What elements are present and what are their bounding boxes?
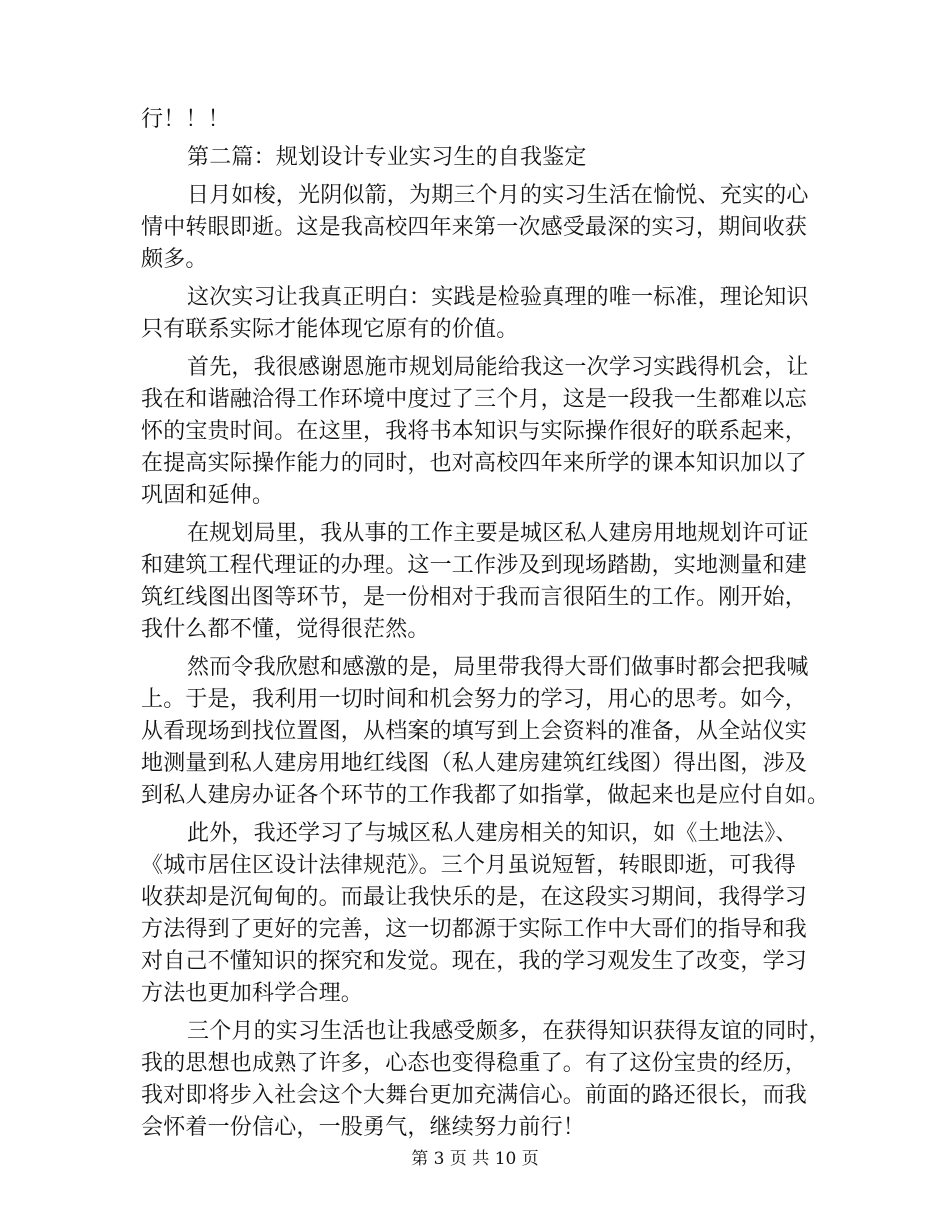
- text-line: 然而令我欣慰和感激的是，局里带我得大哥们做事时都会把我喊: [187, 655, 809, 680]
- text-line: 在规划局里，我从事的工作主要是城区私人建房用地规划许可证: [187, 521, 809, 546]
- text-line: 我对即将步入社会这个大舞台更加充满信心。前面的路还很长，而我: [141, 1083, 808, 1108]
- text-line: 情中转眼即逝。这是我高校四年来第一次感受最深的实习，期间收获: [141, 215, 808, 240]
- text-line: 收获却是沉甸甸的。而最让我快乐的是，在这段实习期间，我得学习: [141, 885, 808, 910]
- text-line: 从看现场到找位置图，从档案的填写到上会资料的准备，从全站仪实: [141, 719, 808, 744]
- text-line: 此外，我还学习了与城区私人建房相关的知识，如《土地法》、: [187, 821, 798, 846]
- text-line: 对自己不懂知识的探究和发觉。现在，我的学习观发生了改变，学习: [141, 949, 808, 974]
- paragraph: [141, 518, 809, 646]
- text-line: 行！！！: [141, 107, 230, 132]
- text-line: 日月如梭，光阴似箭，为期三个月的实习生活在愉悦、充实的心: [187, 183, 809, 208]
- text-line: 我在和谐融洽得工作环境中度过了三个月，这是一段我一生都难以忘: [141, 387, 808, 412]
- text-line: 地测量到私人建房用地红线图（私人建房建筑红线图）得出图，涉及: [141, 751, 808, 776]
- text-line: 颇多。: [141, 247, 208, 272]
- text-line: 首先，我很感谢恩施市规划局能给我这一次学习实践得机会，让: [187, 355, 809, 380]
- paragraph: [141, 652, 830, 812]
- text-line: 筑红线图出图等环节，是一份相对于我而言很陌生的工作。刚开始，: [141, 585, 808, 610]
- text-line: 会怀着一份信心，一股勇气，继续努力前行！: [141, 1115, 586, 1140]
- text-line: 《城市居住区设计法律规范》。三个月虽说短暂，转眼即逝，可我得: [141, 853, 797, 878]
- text-line: 方法得到了更好的完善，这一切都源于实际工作中大哥们的指导和我: [141, 917, 808, 942]
- text-line: 巩固和延伸。: [141, 483, 275, 508]
- text-line: 我的思想也成熟了许多，心态也变得稳重了。有了这份宝贵的经历，: [141, 1051, 808, 1076]
- text-line: 在提高实际操作能力的同时，也对高校四年来所学的课本知识加以了: [141, 451, 808, 476]
- paragraph: [141, 352, 809, 512]
- text-line: 这次实习让我真正明白：实践是检验真理的唯一标准，理论知识: [187, 285, 809, 310]
- text-line: 三个月的实习生活也让我感受颇多，在获得知识获得友谊的同时，: [187, 1019, 831, 1044]
- text-line: 怀的宝贵时间。在这里，我将书本知识与实际操作很好的联系起来，: [141, 419, 808, 444]
- paragraph: [141, 818, 808, 1010]
- paragraph: [141, 142, 801, 174]
- text-line: 我什么都不懂，觉得很茫然。: [141, 617, 430, 642]
- text-line: 和建筑工程代理证的办理。这一工作涉及到现场踏勘，实地测量和建: [141, 553, 808, 578]
- text-line: 只有联系实际才能体现它原有的价值。: [141, 317, 519, 342]
- paragraph: [141, 282, 809, 346]
- text-line: 上。于是，我利用一切时间和机会努力的学习，用心的思考。如今，: [141, 687, 808, 712]
- text-line: 第二篇：规划设计专业实习生的自我鉴定: [187, 145, 587, 170]
- text-line: 到私人建房办证各个环节的工作我都了如指掌，做起来也是应付自如。: [141, 783, 830, 808]
- page-footer: 第 3 页 共 10 页: [411, 1149, 539, 1169]
- text-line: 方法也更加科学合理。: [141, 981, 364, 1006]
- paragraph: [141, 180, 809, 276]
- document-body: [141, 104, 831, 1150]
- paragraph: [141, 104, 801, 136]
- paragraph: [141, 1016, 831, 1144]
